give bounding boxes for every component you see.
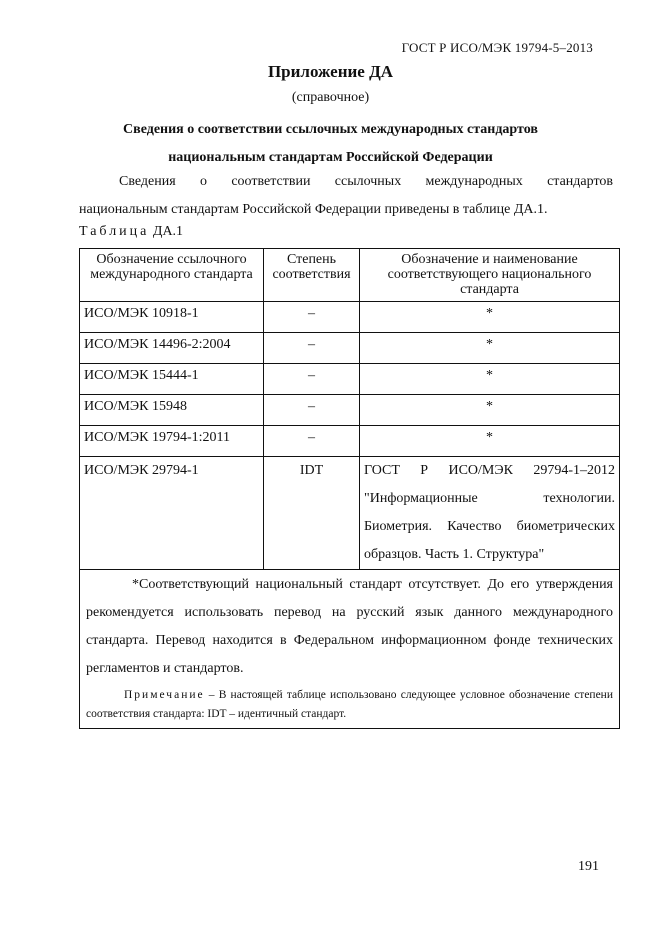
note-text: – В настоящей таблице использовано следующее условное обозначение степени соответствия стандарта: IDT – идентичный стандарт. (86, 689, 613, 720)
national-cell: * (360, 364, 620, 395)
degree-cell: IDT (264, 457, 360, 570)
header-national-standard: Обозначение и наименование соответствующего национального стандарта (360, 249, 620, 302)
degree-cell: – (264, 364, 360, 395)
reference-cell: ИСО/МЭК 29794-1 (80, 457, 264, 570)
section-title-line-2: национальным стандартам Российской Федерации (168, 150, 493, 165)
national-cell: * (360, 333, 620, 364)
table-caption-id: ДА.1 (152, 224, 184, 239)
document-code: ГОСТ Р ИСО/МЭК 19794-5–2013 (401, 40, 593, 55)
table-row (80, 457, 620, 570)
national-cell: * (360, 395, 620, 426)
appendix-subtitle: (справочное) (291, 90, 370, 105)
table-row (80, 395, 620, 426)
section-title-line-1: Сведения о соответствии ссылочных международных стандартов (123, 122, 538, 137)
reference-cell: ИСО/МЭК 15948 (80, 395, 264, 426)
intro-paragraph (79, 168, 613, 224)
intro-line-2: национальным стандартам Российской Федерации приведены в таблице ДА.1. (79, 202, 548, 217)
intro-word: соответствии (231, 174, 311, 189)
intro-word: ссылочных (334, 174, 402, 189)
table-caption (79, 224, 183, 240)
intro-word: стандартов (547, 174, 613, 189)
header-degree: Степень соответствия (264, 249, 360, 302)
national-cell: * (360, 426, 620, 457)
intro-word: международных (425, 174, 523, 189)
degree-cell: – (264, 426, 360, 457)
table-note (86, 683, 613, 728)
degree-cell: – (264, 395, 360, 426)
footnote-text: *Соответствующий национальный стандарт отсутствует. До его утверждения рекомендуется использовать перевод на русский язык данного международного стандарта. Перевод находится в Федеральном информационном фонде технических регламентов и стандартов. (86, 577, 613, 676)
footnote-cell (80, 570, 620, 729)
reference-cell: ИСО/МЭК 10918-1 (80, 302, 264, 333)
page-number: 191 (578, 859, 599, 874)
reference-cell: ИСО/МЭК 14496-2:2004 (80, 333, 264, 364)
intro-word: Сведения (119, 174, 176, 189)
table-row (80, 364, 620, 395)
table-header-row (80, 249, 620, 302)
table-row (80, 333, 620, 364)
appendix-title: Приложение ДА (267, 62, 394, 81)
national-cell: * (360, 302, 620, 333)
degree-cell: – (264, 333, 360, 364)
degree-cell: – (264, 302, 360, 333)
header-reference-standard: Обозначение ссылочного международного стандарта (80, 249, 264, 302)
table-caption-word: Таблица (79, 224, 150, 239)
table-row (80, 426, 620, 457)
intro-word: о (200, 174, 207, 189)
intro-line-1 (79, 168, 613, 196)
reference-cell: ИСО/МЭК 15444-1 (80, 364, 264, 395)
note-label: Примечание (124, 689, 205, 701)
table-footnote-row (80, 570, 620, 729)
national-cell: ГОСТ Р ИСО/МЭК 29794-1–2012 "Информационные технологии. Биометрия. Качество биометрических образцов. Часть 1. Структура" (360, 457, 620, 570)
reference-cell: ИСО/МЭК 19794-1:2011 (80, 426, 264, 457)
standards-table (79, 248, 620, 729)
table-row (80, 302, 620, 333)
section-title (0, 116, 661, 172)
